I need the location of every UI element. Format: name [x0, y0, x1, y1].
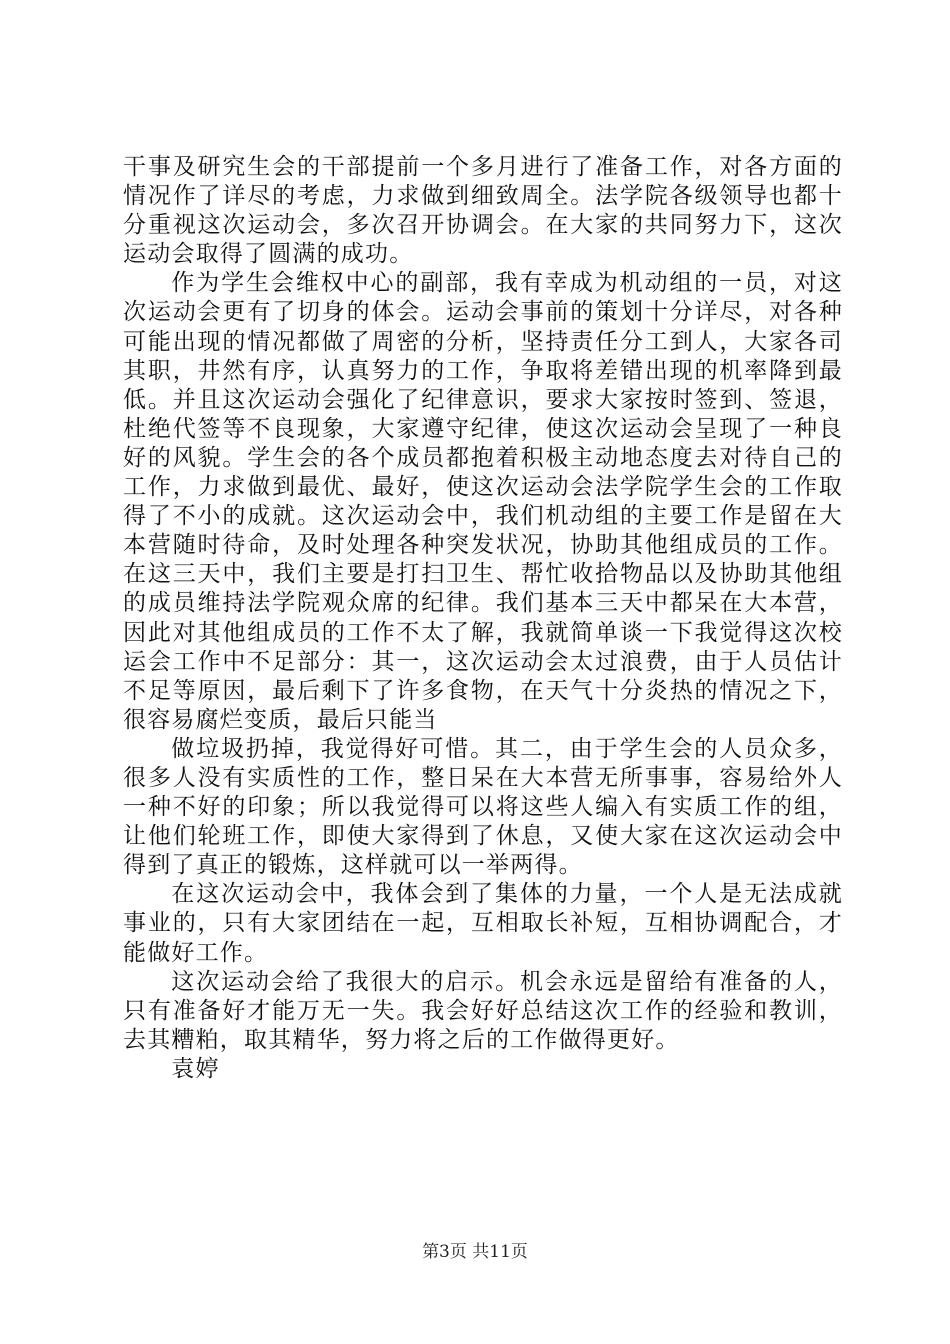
page-footer — [0, 1242, 950, 1262]
author-signature: 袁婷 — [171, 1055, 220, 1082]
paragraph-1: 干事及研究生会的干部提前一个多月进行了准备工作，对各方面的情况作了详尽的考虑，力求做到细致周全。法学院各级领导也都十分重视这次运动会，多次召开协调会。在大家的共同努力下，这次运动会取得了圆满的成功。 — [123, 154, 843, 268]
paragraph-5: 这次运动会给了我很大的启示。机会永远是留给有准备的人，只有准备好才能万无一失。我会好好总结这次工作的经验和教训，去其糟粕，取其精华，努力将之后的工作做得更好。 — [123, 968, 843, 1053]
paragraph-3: 做垃圾扔掉，我觉得好可惜。其二，由于学生会的人员众多，很多人没有实质性的工作，整日呆在大本营无所事事，容易给外人一种不好的印象；所以我觉得可以将这些人编入有实质工作的组，让他们轮班工作，即使大家得到了休息，又使大家在这次运动会中得到了真正的锻炼，这样就可以一举两得。 — [123, 735, 843, 879]
paragraph-4: 在这次运动会中，我体会到了集体的力量，一个人是无法成就事业的，只有大家团结在一起，互相取长补短，互相协调配合，才能做好工作。 — [123, 881, 843, 966]
document-body — [123, 153, 843, 1084]
paragraph-2: 作为学生会维权中心的副部，我有幸成为机动组的一员，对这次运动会更有了切身的体会。运动会事前的策划十分详尽，对各种可能出现的情况都做了周密的分析，坚持责任分工到人，大家各司其职，井然有序，认真努力的工作，争取将差错出现的机率降到最低。并且这次运动会强化了纪律意识，要求大家按时签到、签退，杜绝代签等不良现象，大家遵守纪律，使这次运动会呈现了一种良好的风貌。学生会的各个成员都抱着积极主动地态度去对待自己的工作，力求做到最优、最好，使这次运动会法学院学生会的工作取得了不小的成就。这次运动会中，我们机动组的主要工作是留在大本营随时待命，及时处理各种突发状况，协助其他组成员的工作。在这三天中，我们主要是打扫卫生、帮忙收拾物品以及协助其他组的成员维持法学院观众席的纪律。我们基本三天中都呆在大本营，因此对其他组成员的工作不太了解，我就简单谈一下我觉得这次校运会工作中不足部分：其一，这次运动会太过浪费，由于人员估计不足等原因，最后剩下了许多食物，在天气十分炎热的情况之下，很容易腐烂变质，最后只能当 — [123, 270, 843, 733]
page-number-label: 第3页 共11页 — [422, 1242, 528, 1262]
